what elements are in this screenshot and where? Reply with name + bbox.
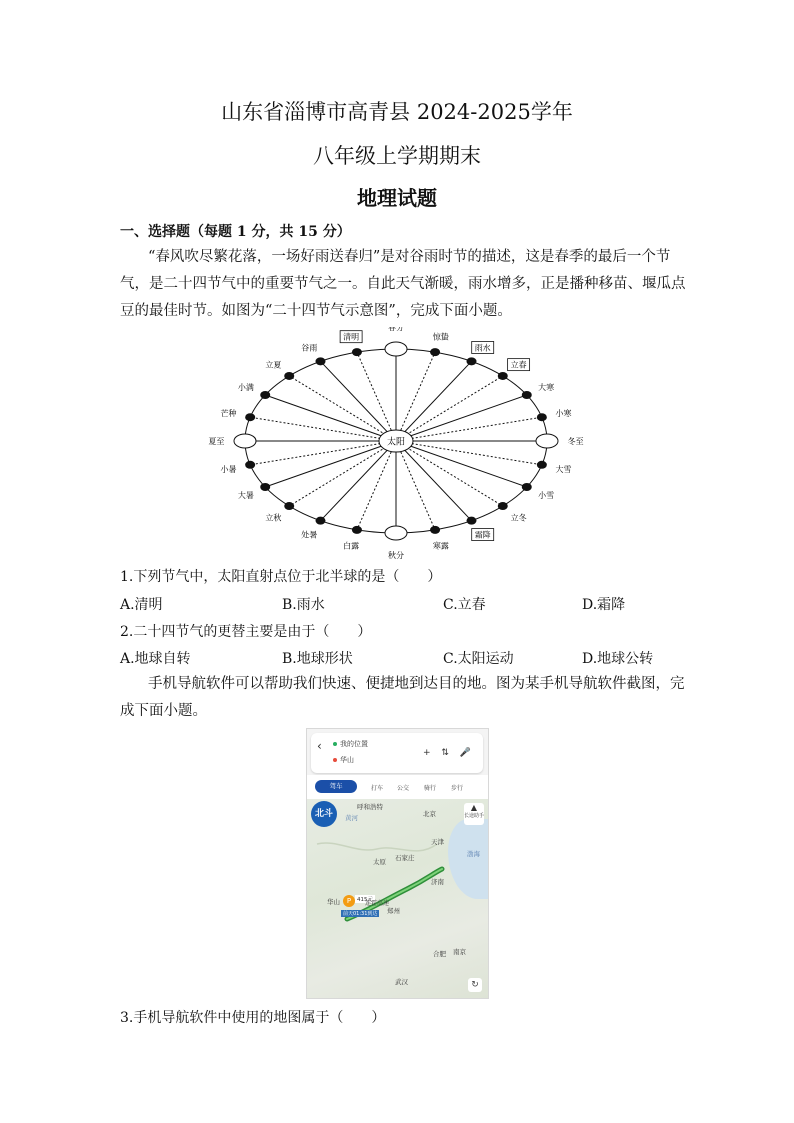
city-label: 南京 [453,948,466,956]
term-label: 小雪 [538,491,555,500]
city-label: 北京 [423,810,436,818]
term-label: 秋分 [388,551,404,560]
origin-row[interactable]: 我的位置 [333,739,368,749]
term-label: 处暑 [301,530,318,540]
q1-option-c[interactable]: C.立春 [443,597,486,613]
destination-dot-icon [333,758,337,762]
sun-label: 太阳 [386,437,406,448]
spoke-line [396,441,503,506]
term-node [522,391,532,399]
spoke-line [396,417,542,441]
city-label: 合肥 [433,950,446,958]
nav-line: 成下面小题。 [120,703,207,719]
term-node [498,502,508,510]
spoke-line [321,441,397,521]
city-label: 郑州 [387,907,400,915]
city-label: 石家庄 [395,854,415,862]
term-node [316,517,326,525]
map-view[interactable] [307,799,488,998]
q1-option-d[interactable]: D.霜降 [582,597,626,613]
term-node-major [536,434,558,448]
mode-bus[interactable]: 公交 [397,785,410,792]
term-node [284,502,294,510]
question-2: 2.二十四节气的更替主要是由于（ ） [120,624,372,640]
term-label: 小满 [237,383,254,392]
q1-option-a[interactable]: A.清明 [120,597,163,613]
term-label: 大雪 [555,464,572,474]
term-label: 立冬 [510,513,527,523]
intro-paragraph [120,244,686,325]
navigation-paragraph [120,671,685,725]
question-3: 3.手机导航软件中使用的地图属于（ ） [120,1010,386,1026]
sea-label: 渤海 [467,850,480,858]
beidou-badge: 北斗 [311,801,337,827]
term-label: 白露 [343,541,360,551]
title-line-2: 八年级上学期期末 [313,144,481,168]
term-node [467,357,477,365]
title-line-1: 山东省淄博市高青县 2024-2025学年 [221,100,573,124]
term-node [245,461,255,469]
parking-pin-icon[interactable]: P [343,895,355,907]
spoke-line [265,441,396,487]
intro-line: “春风吹尽繁花落，一场好雨送春归”是对谷雨时节的描述，这是春季的最后一个节 [148,249,671,265]
term-label: 芒种 [220,409,237,419]
city-label: 天津 [431,838,444,846]
route-arrival-tag: 前天01:31到达 [343,911,378,917]
term-node [522,483,532,491]
title-line-3: 地理试题 [357,186,437,210]
term-node-major [385,526,407,540]
spoke-line [396,395,527,441]
spoke-line [250,417,396,441]
term-label: 霜降 [474,530,491,540]
q2-option-c[interactable]: C.太阳运动 [443,651,514,667]
origin-dot-icon [333,742,337,746]
term-label: 立春 [510,360,527,370]
term-node [260,391,270,399]
destination-row[interactable]: 华山 [333,755,354,765]
spoke-line [265,395,396,441]
river-label: 黄河 [345,814,358,822]
relocate-icon[interactable]: ↻ [468,978,482,992]
intro-line: 气，是二十四节气中的重要节气之一。自此天气渐暖，雨水增多，正是播种移苗、堰瓜点 [120,276,686,292]
city-label: 济南 [431,878,444,886]
spoke-line [396,352,435,441]
city-label: 太原 [373,858,386,866]
term-node [245,413,255,421]
term-label: 雨水 [474,343,491,353]
term-node [352,348,362,356]
term-node [537,461,547,469]
term-label: 清明 [343,332,360,342]
mode-walk[interactable]: 步行 [451,785,464,792]
term-node-major [385,342,407,356]
term-node [430,348,440,356]
travel-mode-bar [307,775,488,799]
term-label: 大暑 [237,491,254,500]
q1-option-b[interactable]: B.雨水 [282,597,325,613]
term-label: 小寒 [555,409,572,419]
term-label: 大寒 [538,383,555,392]
drive-mode-button[interactable]: 驾车 [315,780,357,793]
city-label: 呼和浩特 [357,803,383,811]
route-price: 415元 [357,897,373,903]
spoke-line [289,441,396,506]
spoke-line [396,376,503,441]
city-label: 武汉 [395,978,408,986]
term-label: 谷雨 [301,343,318,353]
spoke-line [250,441,396,465]
road-label: 连霍高速 [365,900,390,907]
navigation-app-screenshot [306,728,489,999]
intro-line: 豆的最佳时节。如图为“二十四节气示意图”，完成下面小题。 [120,303,512,319]
spoke-line [396,441,542,465]
spoke-line [321,361,397,441]
term-node [260,483,270,491]
solar-terms-diagram [200,327,595,560]
long-trip-helper-button[interactable]: ▲ 长途助手 [464,803,484,825]
term-node [430,526,440,534]
term-node [467,517,477,525]
term-label: 冬至 [567,437,584,446]
mode-taxi[interactable]: 打车 [371,785,384,792]
term-label: 寒露 [432,541,449,551]
term-node [498,372,508,380]
term-label: 小暑 [220,464,237,474]
spoke-line [396,361,472,441]
section-heading: 一、选择题（每题 1 分，共 15 分） [120,224,351,240]
term-label: 惊蛰 [432,332,449,342]
nav-line: 手机导航软件可以帮助我们快速、便捷地到达目的地。图为某手机导航软件截图，完 [148,676,685,692]
term-label: 立夏 [265,360,282,370]
spoke-line [396,441,472,521]
question-1: 1.下列节气中，太阳直射点位于北半球的是（ ） [120,569,442,585]
q2-option-b[interactable]: B.地球形状 [282,651,353,667]
term-node-major [234,434,256,448]
spoke-line [357,352,396,441]
term-label: 春分 [388,327,404,332]
term-label: 夏至 [208,437,225,446]
spoke-line [357,441,396,530]
route-card [311,733,483,773]
term-node [284,372,294,380]
spoke-line [289,376,396,441]
route-actions[interactable]: + ⇅ 🎤 [422,748,475,758]
term-node [316,357,326,365]
city-label: 华山 [327,898,340,906]
term-node [352,526,362,534]
term-label: 立秋 [265,513,282,523]
q2-option-a[interactable]: A.地球自转 [120,651,191,667]
term-node [537,413,547,421]
spoke-line [396,441,435,530]
chevron-left-icon[interactable]: ‹ [317,739,322,753]
mode-bike[interactable]: 骑行 [424,785,437,792]
q2-option-d[interactable]: D.地球公转 [582,651,654,667]
spoke-line [396,441,527,487]
car-icon: ▲ [470,803,478,812]
